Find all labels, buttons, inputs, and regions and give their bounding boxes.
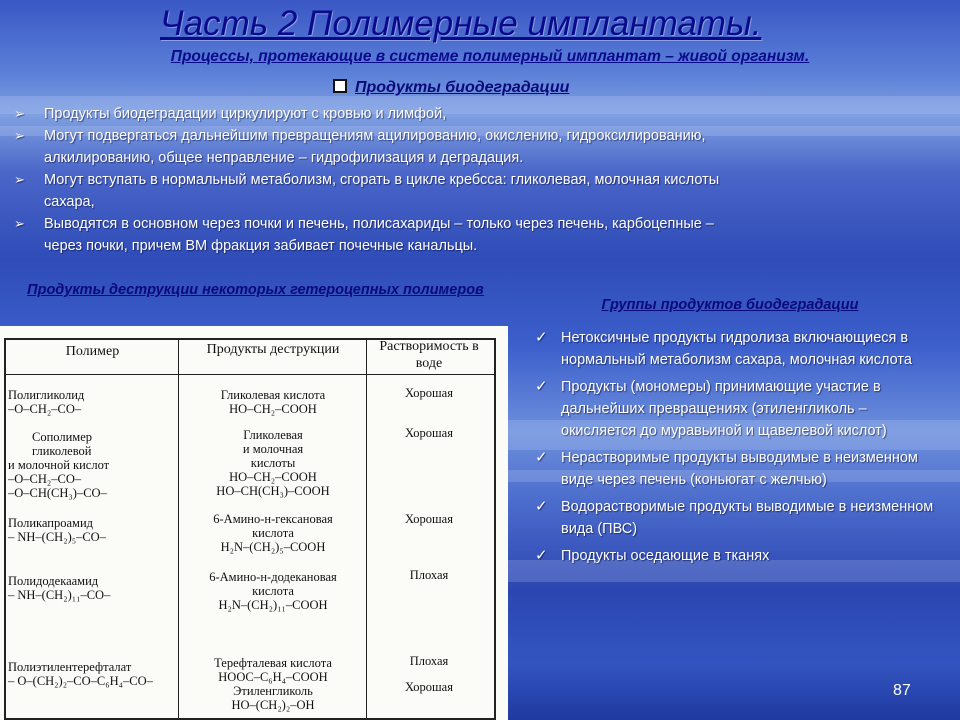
solubility-cell: Хорошая (405, 426, 453, 440)
slide-title: Часть 2 Полимерные имплантаты. (160, 4, 762, 43)
group-item: ✓ Нетоксичные продукты гидролиза включающиеся в нормальный метаболизм сахара, молочная кислота (535, 329, 912, 368)
table-column-divider (178, 338, 179, 718)
table-header-divider (4, 374, 494, 375)
header-products: Продукты деструкции (206, 342, 340, 357)
products-cell: Терефталевая кислота HOOC–C₆H₄–COOH Этиленгликоль HO–(CH₂)₂–OH (214, 656, 332, 712)
destruction-products-table (0, 326, 508, 720)
check-icon: ✓ (535, 378, 548, 395)
bullet-list (12, 103, 932, 257)
arrow-bullet-icon: ➢ (14, 106, 25, 121)
bullet-continuation: через почки, причем ВМ фракция забивает почечные канальцы. (44, 238, 478, 254)
bullet-item: ➢ Выводятся в основном через почки и печень, полисахариды – только через печень, карбоцепные – (12, 213, 932, 235)
polymer-cell: Поликапроамид – NH–(CH₂)₅–CO– (8, 516, 106, 544)
solubility-cell: Хорошая (405, 512, 453, 526)
check-icon: ✓ (535, 449, 548, 466)
polymer-cell: Полидодекаамид – NH–(CH₂)₁₁–CO– (8, 574, 111, 602)
bullet-item: ➢ Продукты биодеградации циркулируют с кровью и лимфой, (12, 103, 932, 125)
page-number: 87 (893, 682, 911, 699)
group-item: ✓ Нерастворимые продукты выводимые в неизменном виде через печень (коньюгат с желчью) (535, 449, 918, 488)
groups-heading: Группы продуктов биодеградации (601, 297, 859, 313)
group-item: ✓ Водорастворимые продукты выводимые в неизменном вида (ПВС) (535, 498, 934, 537)
solubility-cell: Плохая (409, 568, 449, 582)
check-icon: ✓ (535, 329, 548, 346)
arrow-bullet-icon: ➢ (14, 128, 25, 143)
bullet-item: ➢ Могут подвергаться дальнейшим превращениям ацилированию, окислению, гидроксилированию, (12, 125, 932, 147)
products-cell: Гликолевая кислота HO–CH₂–COOH (220, 388, 326, 416)
header-polymer: Полимер (65, 344, 120, 359)
square-bullet-icon (333, 79, 347, 93)
solubility-cell: Хорошая (405, 386, 453, 400)
table-column-divider (366, 338, 367, 718)
products-cell: 6-Амино-н-гексановая кислота H₂N–(CH₂)₅–COOH (213, 512, 333, 554)
bullet-continuation: сахара, (44, 194, 95, 210)
polymer-cell: Полиэтилентерефталат – O–(CH₂)₂–CO–C₆H₄–CO– (8, 660, 153, 688)
arrow-bullet-icon: ➢ (14, 216, 25, 231)
solubility-cell: Плохая (409, 654, 449, 668)
table-heading: Продукты деструкции некоторых гетероцепных полимеров (27, 282, 484, 298)
solubility-cell: Хорошая (405, 680, 453, 694)
section-heading-text: Продукты биодеградации (355, 79, 570, 96)
arrow-bullet-icon: ➢ (14, 172, 25, 187)
bullet-continuation: алкилированию, общее неправление – гидрофилизация и деградация. (44, 150, 524, 166)
group-item: ✓ Продукты оседающие в тканях (535, 545, 935, 567)
polymer-cell: Сополимер гликолевой и молочной кислот –O–CH₂–CO– –O–CH(CH₃)–CO– (8, 430, 110, 500)
products-cell: Гликолевая и молочная кислоты HO–CH₂–COOH HO–CH(CH₃)–COOH (216, 428, 330, 498)
groups-list (535, 327, 935, 572)
bullet-item: ➢ Могут вступать в нормальный метаболизм, сгорать в цикле кребсса: гликолевая, молочная кислоты (12, 169, 932, 191)
slide-subtitle: Процессы, протекающие в системе полимерный имплантат – живой организм. (170, 48, 810, 65)
check-icon: ✓ (535, 498, 548, 515)
polymer-cell: Полигликолид –O–CH₂–CO– (8, 388, 85, 416)
group-item: ✓ Продукты (мономеры) принимающие участие в дальнейших превращениях (этиленгликоль – окисляется до муравьиной и щавелевой кислот) (535, 378, 887, 439)
header-solubility: Растворимость в воде (379, 339, 479, 371)
check-icon: ✓ (535, 547, 548, 564)
section-heading (333, 79, 569, 97)
products-cell: 6-Амино-н-додекановая кислота H₂N–(CH₂)₁₁–COOH (209, 570, 337, 612)
